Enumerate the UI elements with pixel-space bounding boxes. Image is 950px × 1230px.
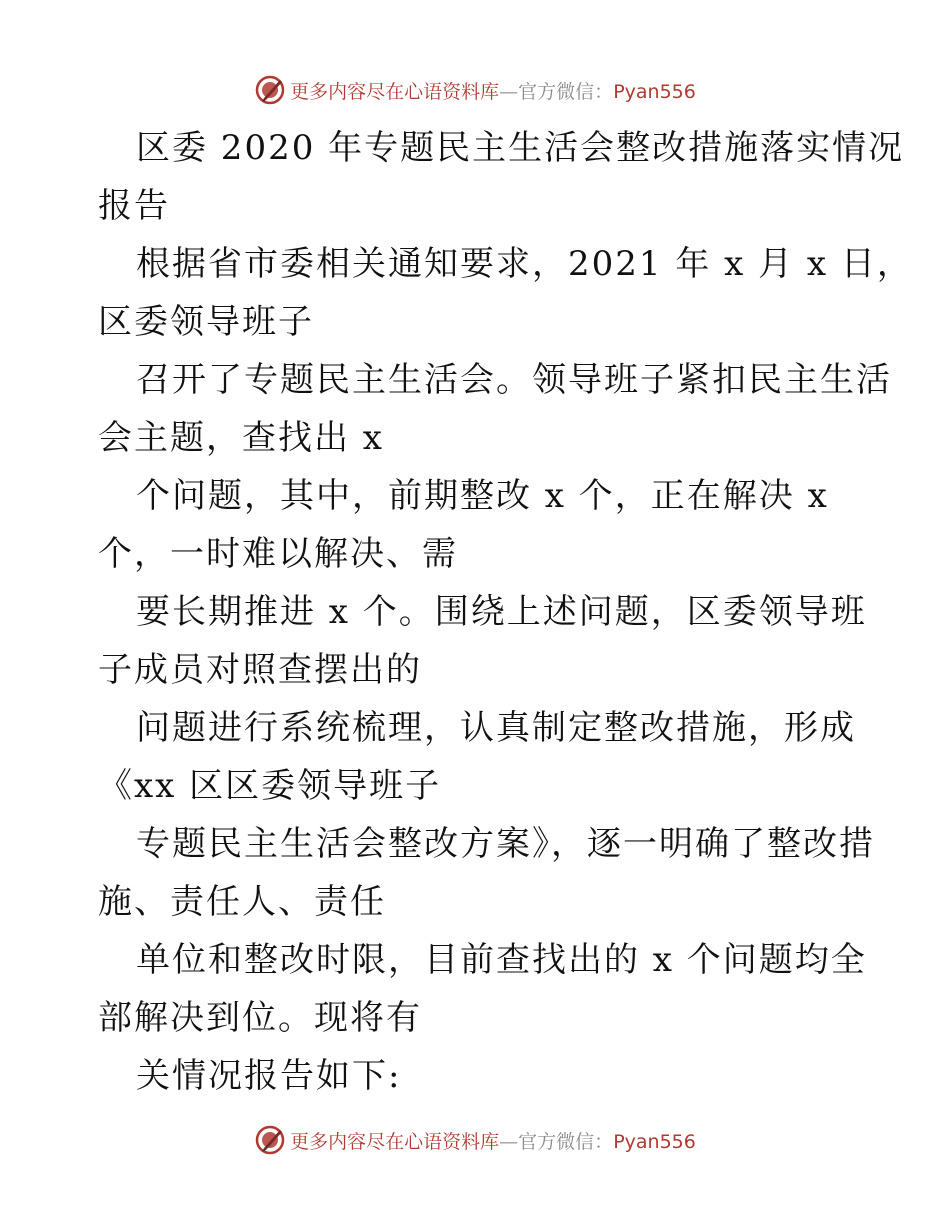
document-line: 个，一时难以解决、需 [98, 534, 458, 574]
document-line: 要长期推进 x 个。围绕上述问题，区委领导班 [136, 592, 867, 632]
watermark-id: Pyan556 [613, 1130, 696, 1153]
watermark-header [0, 70, 950, 110]
watermark-separator: — [499, 80, 519, 103]
document-line: 区委领导班子 [98, 302, 314, 342]
watermark-text [290, 77, 696, 104]
document-body [98, 122, 913, 1108]
document-line: 施、责任人、责任 [98, 882, 386, 922]
document-line: 部解决到位。现将有 [98, 998, 422, 1038]
document-line: 根据省市委相关通知要求，2021 年 x 月 x 日， [136, 244, 913, 284]
document-line: 专题民主生活会整改方案》，逐一明确了整改措 [136, 824, 875, 864]
document-line: 个问题，其中，前期整改 x 个，正在解决 x [136, 476, 829, 516]
document-line: 关情况报告如下: [136, 1056, 402, 1096]
document-line: 报告 [98, 186, 170, 226]
document-line: 《xx 区区委领导班子 [98, 766, 442, 806]
pen-seal-icon [254, 1124, 286, 1156]
pen-seal-icon [254, 74, 286, 106]
watermark-text [290, 1127, 696, 1154]
document-line: 召开了专题民主生活会。领导班子紧扣民主生活 [136, 360, 892, 400]
watermark-separator: — [499, 1130, 519, 1153]
watermark-sub: 官方微信： [518, 1130, 614, 1153]
document-line: 问题进行系统梳理，认真制定整改措施，形成 [136, 708, 856, 748]
document-line: 子成员对照查摆出的 [98, 650, 422, 690]
document-line: 单位和整改时限，目前查找出的 x 个问题均全 [136, 940, 867, 980]
watermark-main: 更多内容尽在心语资料库 [290, 1130, 500, 1153]
watermark-id: Pyan556 [613, 80, 696, 103]
watermark-sub: 官方微信： [518, 80, 614, 103]
document-line: 区委 2020 年专题民主生活会整改措施落实情况 [136, 128, 905, 168]
document-line: 会主题，查找出 x [98, 418, 384, 458]
watermark-main: 更多内容尽在心语资料库 [290, 80, 500, 103]
watermark-footer [0, 1120, 950, 1160]
